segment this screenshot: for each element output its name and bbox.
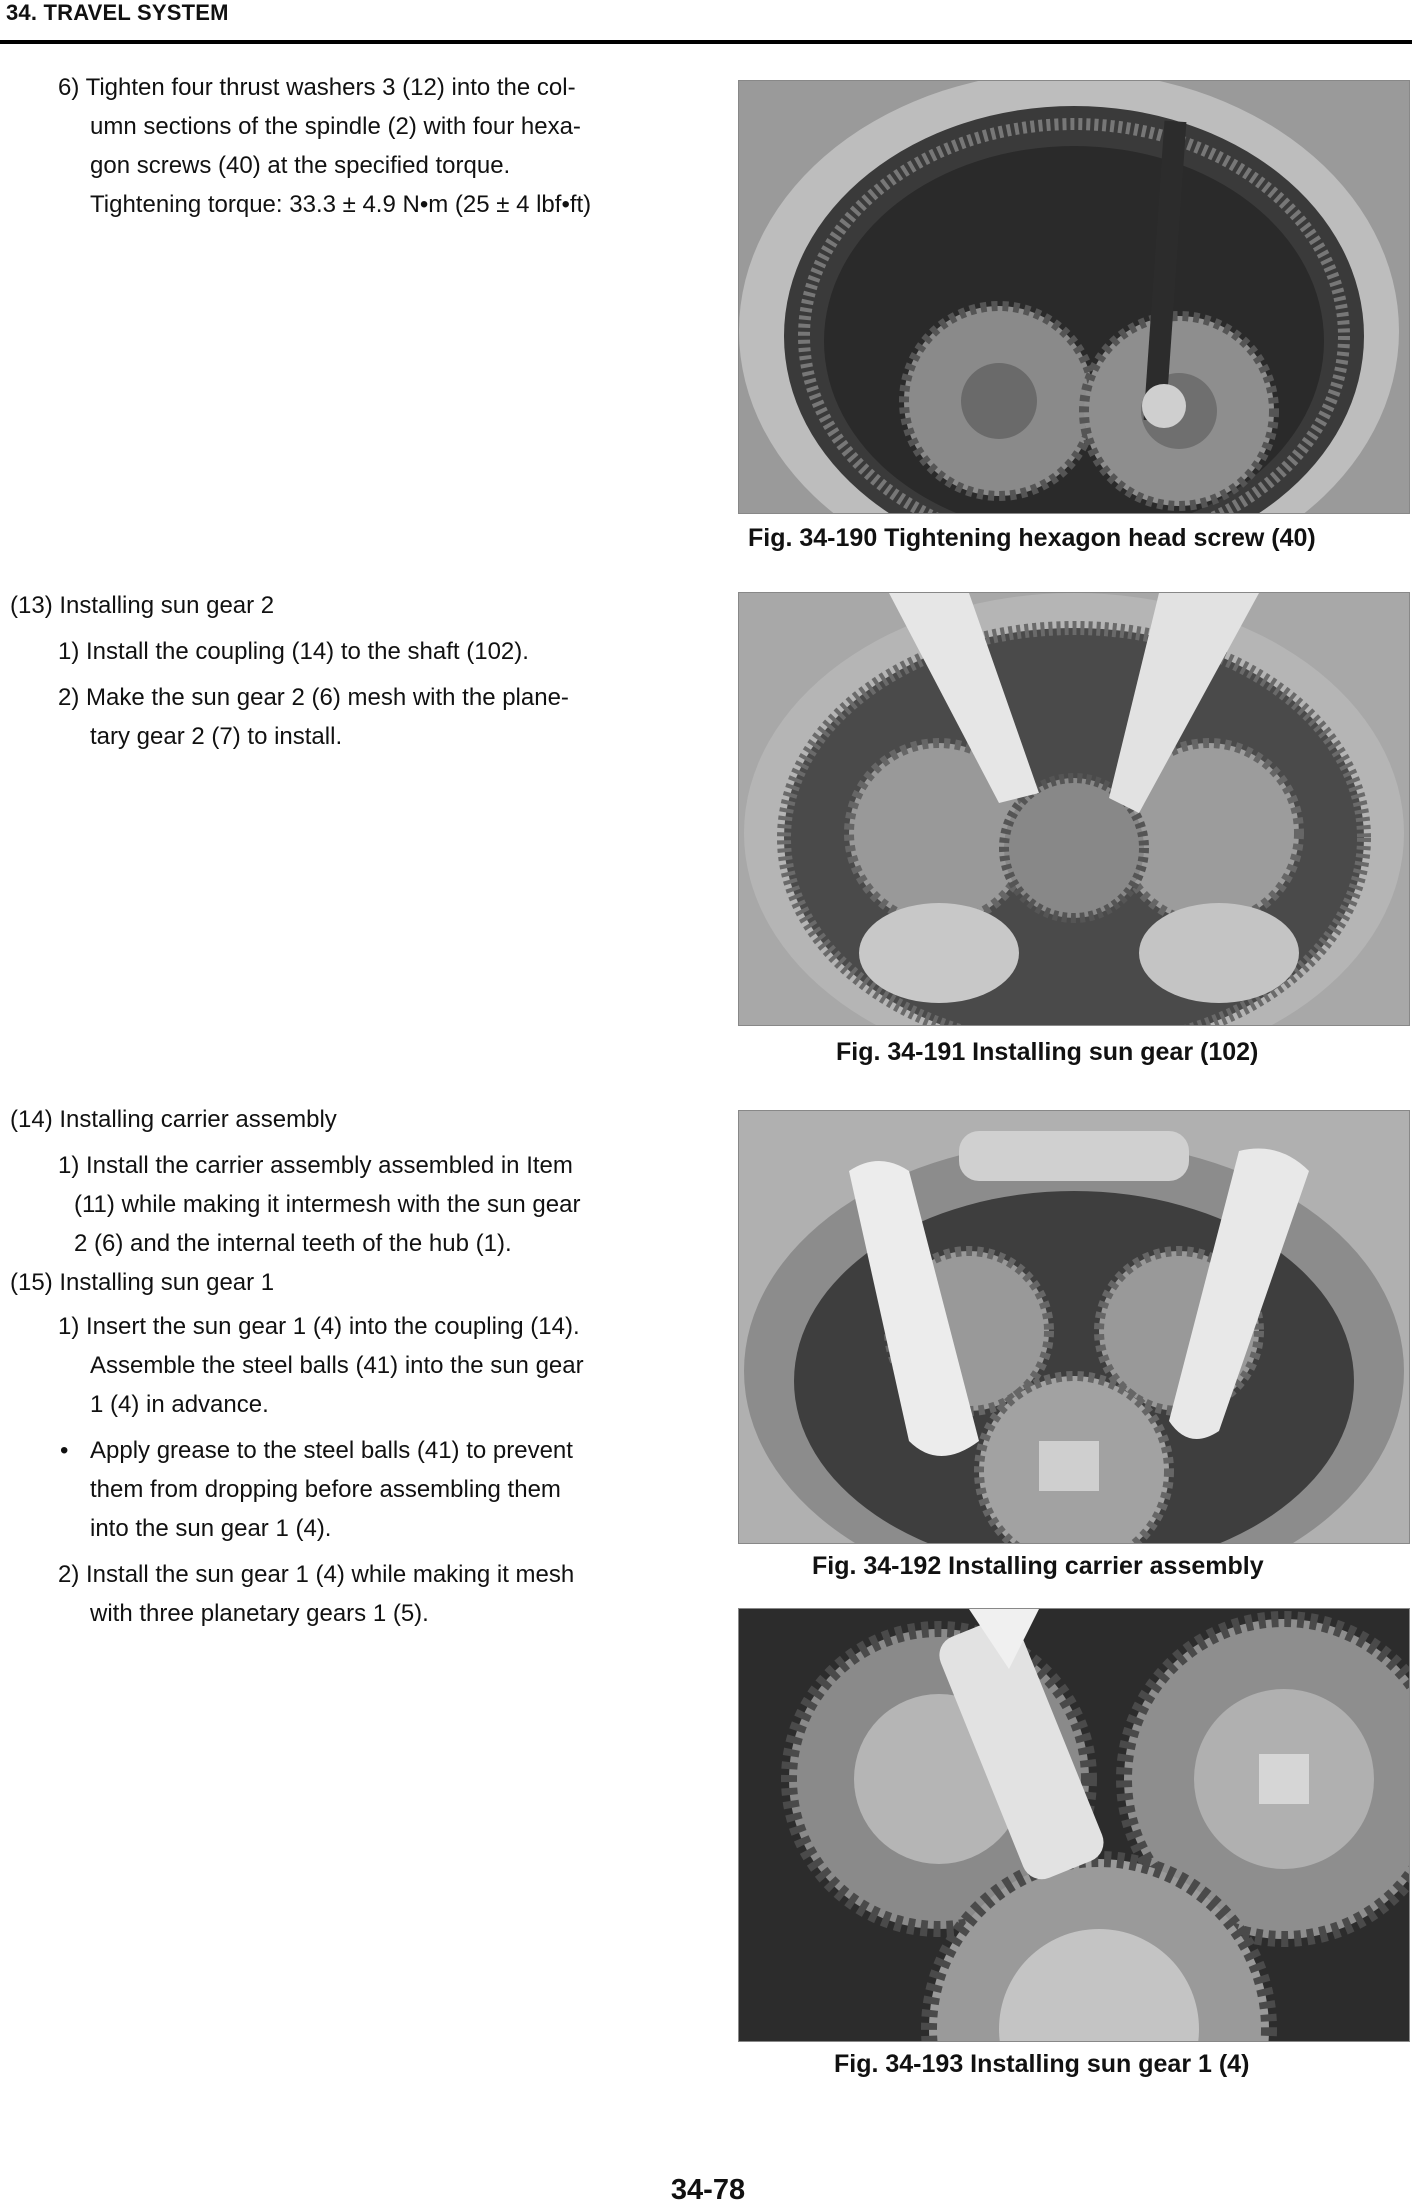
section-14-item-1-cont: (11) while making it intermesh with the sun gear (74, 1191, 581, 1218)
step-6-text (58, 68, 664, 224)
figure-193-photo (738, 1608, 1410, 2042)
section-14-15-text (10, 1100, 670, 1633)
section-14-heading: (14) Installing carrier assembly (10, 1106, 337, 1133)
figure-190-caption: Fig. 34-190 Tightening hexagon head screw (40) (748, 524, 1316, 552)
section-15-bullet (58, 1431, 670, 1548)
figure-192-caption: Fig. 34-192 Installing carrier assembly (812, 1552, 1264, 1580)
page-header (0, 0, 1412, 44)
step-6-line: 6) Tighten four thrust washers 3 (12) into the col- (58, 74, 576, 101)
section-13-text (10, 586, 670, 756)
section-14-item-1-cont: 2 (6) and the internal teeth of the hub (1). (74, 1230, 512, 1257)
section-title: 34. TRAVEL SYSTEM (6, 0, 229, 25)
figure-191-photo (738, 592, 1410, 1026)
section-14-item-1: 1) Install the carrier assembly assembled in Item (58, 1152, 573, 1179)
figure-190-photo (738, 80, 1410, 514)
section-15-item-2: 2) Install the sun gear 1 (4) while making it mesh (58, 1561, 575, 1588)
section-13-item-2-cont: tary gear 2 (7) to install. (90, 723, 343, 750)
section-15-item-1-cont: 1 (4) in advance. (90, 1391, 269, 1418)
section-15-item-1: 1) Insert the sun gear 1 (4) into the coupling (14). (58, 1313, 580, 1340)
section-15-bullet-line: Apply grease to the steel balls (41) to prevent (90, 1437, 573, 1464)
figure-192-photo (738, 1110, 1410, 1544)
section-15-bullet-line: into the sun gear 1 (4). (90, 1515, 332, 1542)
step-6-line: umn sections of the spindle (2) with four hexa- (90, 113, 581, 140)
section-15-item-2-cont: with three planetary gears 1 (5). (90, 1600, 429, 1627)
section-13-item-2: 2) Make the sun gear 2 (6) mesh with the plane- (58, 684, 569, 711)
section-13-heading: (13) Installing sun gear 2 (10, 592, 275, 619)
section-15-bullet-line: them from dropping before assembling them (90, 1476, 561, 1503)
bullet-icon: • (60, 1437, 69, 1464)
section-13-item-1: 1) Install the coupling (14) to the shaft (102). (58, 638, 529, 665)
figure-193-caption: Fig. 34-193 Installing sun gear 1 (4) (834, 2050, 1250, 2078)
section-15-item-1-cont: Assemble the steel balls (41) into the sun gear (90, 1352, 584, 1379)
step-6-line: Tightening torque: 33.3 ± 4.9 N•m (25 ± 4 lbf•ft) (90, 191, 592, 218)
page-number: 34-78 (670, 2174, 746, 2206)
figure-191-caption: Fig. 34-191 Installing sun gear (102) (836, 1038, 1259, 1066)
section-15-heading: (15) Installing sun gear 1 (10, 1269, 275, 1296)
step-6-line: gon screws (40) at the specified torque. (90, 152, 511, 179)
